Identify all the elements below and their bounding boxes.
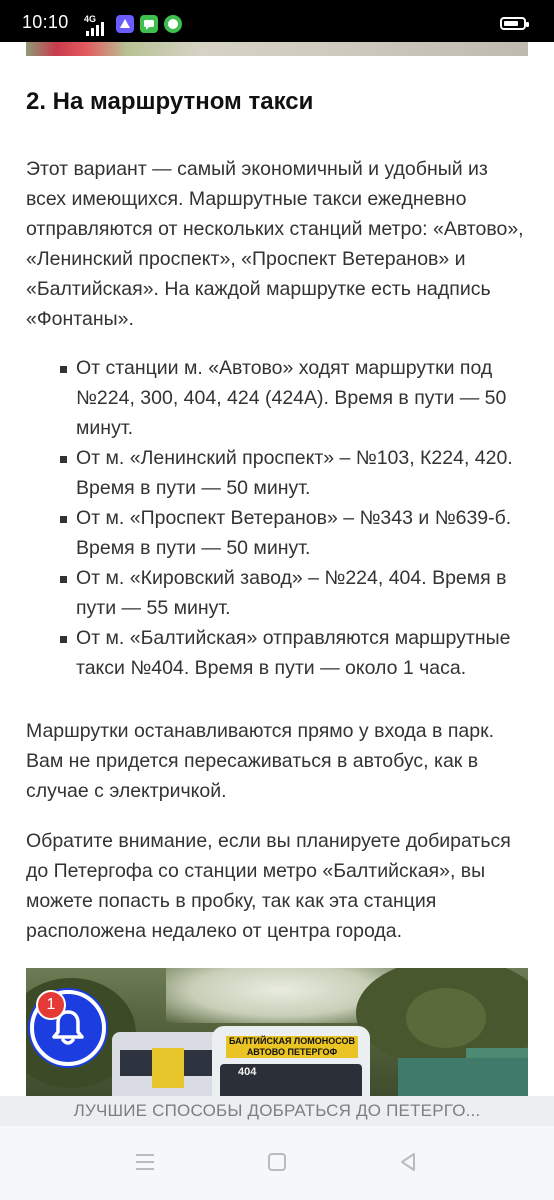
- routes-list: [26, 353, 528, 683]
- stop-paragraph: Маршрутки останавливаются прямо у входа в парк. Вам не придется пересаживаться в автобус, как в случае с электричкой.: [26, 720, 495, 802]
- list-item: От м. «Ленинский проспект» – №103, К224, 420. Время в пути — 50 минут.: [26, 443, 528, 503]
- status-bar: [0, 0, 554, 42]
- bus-route-sign: БАЛТИЙСКАЯ ЛОМОНОСОВ АВТОВО ПЕТЕРГОФ: [226, 1036, 358, 1058]
- sharing-app-icon: [116, 15, 134, 33]
- system-nav-bar: [0, 1126, 554, 1200]
- signal-icon: [86, 22, 108, 36]
- battery-icon: [500, 17, 526, 30]
- clock: 10:10: [22, 12, 69, 32]
- messages-icon: [140, 15, 158, 33]
- page-title-bar[interactable]: ЛУЧШИЕ СПОСОБЫ ДОБРАТЬСЯ ДО ПЕТЕРГО...: [0, 1096, 554, 1126]
- back-icon[interactable]: [396, 1150, 420, 1174]
- list-item: От м. «Кировский завод» – №224, 404. Время в пути — 55 минут.: [26, 563, 528, 623]
- bus-number: 404: [238, 1066, 257, 1078]
- chat-icon: [164, 15, 182, 33]
- list-item: От м. «Проспект Ветеранов» – №343 и №639-б. Время в пути — 50 минут.: [26, 503, 528, 563]
- notification-count-badge: 1: [36, 990, 66, 1020]
- menu-icon[interactable]: [133, 1150, 157, 1174]
- intro-paragraph: Этот вариант — самый экономичный и удобный из всех имеющихся. Маршрутные такси ежедневно отправляются от нескольких станций метро: «Автово», «Ленинский проспект», «Проспект Ветеранов» и «Балтийская». На каждой маршрутке есть надпись «Фонтаны».: [26, 158, 524, 330]
- list-item: От м. «Балтийская» отправляются маршрутные такси №404. Время в пути — около 1 часа.: [26, 623, 528, 683]
- article-image-top: [26, 42, 528, 56]
- note-paragraph: Обратите внимание, если вы планируете добираться до Петергофа со станции метро «Балтийская», вы можете попасть в пробку, так как эта станция расположена недалеко от центра города.: [26, 830, 511, 942]
- section-heading: 2. На маршрутном такси: [26, 88, 314, 115]
- list-item: От станции м. «Автово» ходят маршрутки под №224, 300, 404, 424 (424А). Время в пути — 50 минут.: [26, 353, 528, 443]
- home-icon[interactable]: [265, 1150, 289, 1174]
- network-type: 4G: [84, 14, 97, 24]
